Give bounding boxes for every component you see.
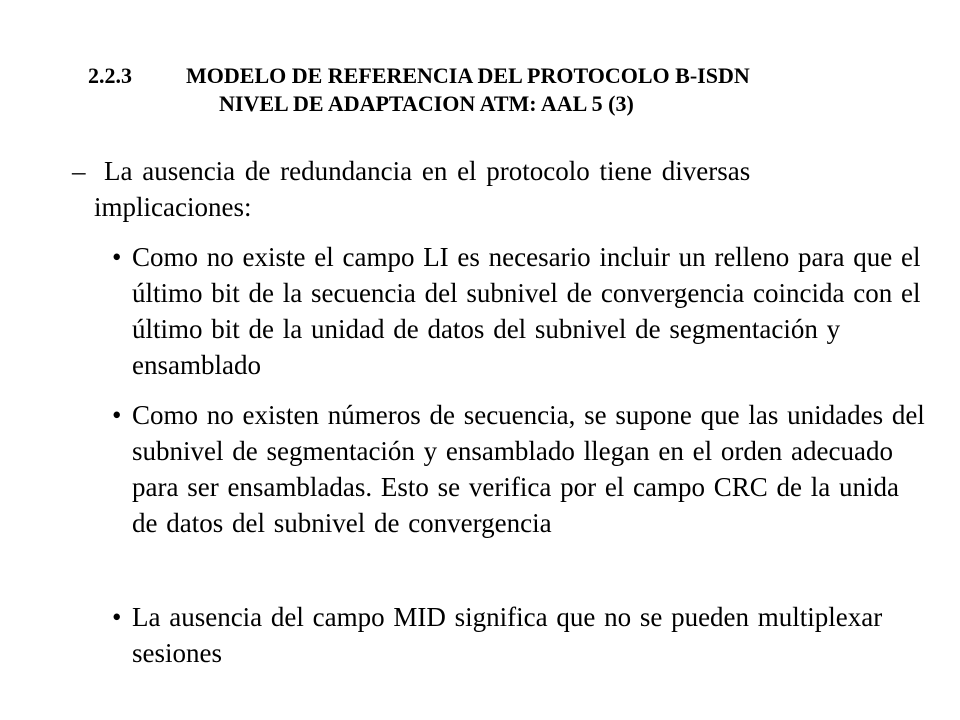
title-line-1 [88, 62, 750, 90]
bullet-text: Como no existe el campo LI es necesario incluir un relleno para que el último bit de la secuencia del subnivel de convergencia coincida con el último bit de la unidad de datos del subnivel de segmentación y ensamblado [132, 242, 921, 380]
intro-item [72, 153, 902, 225]
bullet-text: La ausencia del campo MID significa que no se pueden multiplexar sesiones [132, 602, 883, 668]
title-line-2: NIVEL DE ADAPTACION ATM: AAL 5 (3) [219, 91, 634, 116]
bullet-marker: • [112, 602, 122, 632]
bullet-marker: • [112, 242, 122, 272]
bullet-marker: • [112, 400, 122, 430]
bullet-text: Como no existen números de secuencia, se supone que las unidades del subnivel de segmentación y ensamblado llegan en el orden adecuado para ser ensambladas. Esto se verifica por el campo CRC de la unida de datos del subnivel de convergencia [132, 400, 925, 538]
section-number: 2.2.3 [88, 63, 132, 88]
bullet-item-3 [112, 599, 932, 671]
intro-text: La ausencia de redundancia en el protocolo tiene diversas implicaciones: [94, 156, 751, 222]
bullet-item-2 [112, 397, 932, 541]
title-main-text: MODELO DE REFERENCIA DEL PROTOCOLO B-ISDN [186, 63, 750, 88]
dash-marker: – [72, 156, 86, 186]
bullet-item-1 [112, 239, 932, 383]
